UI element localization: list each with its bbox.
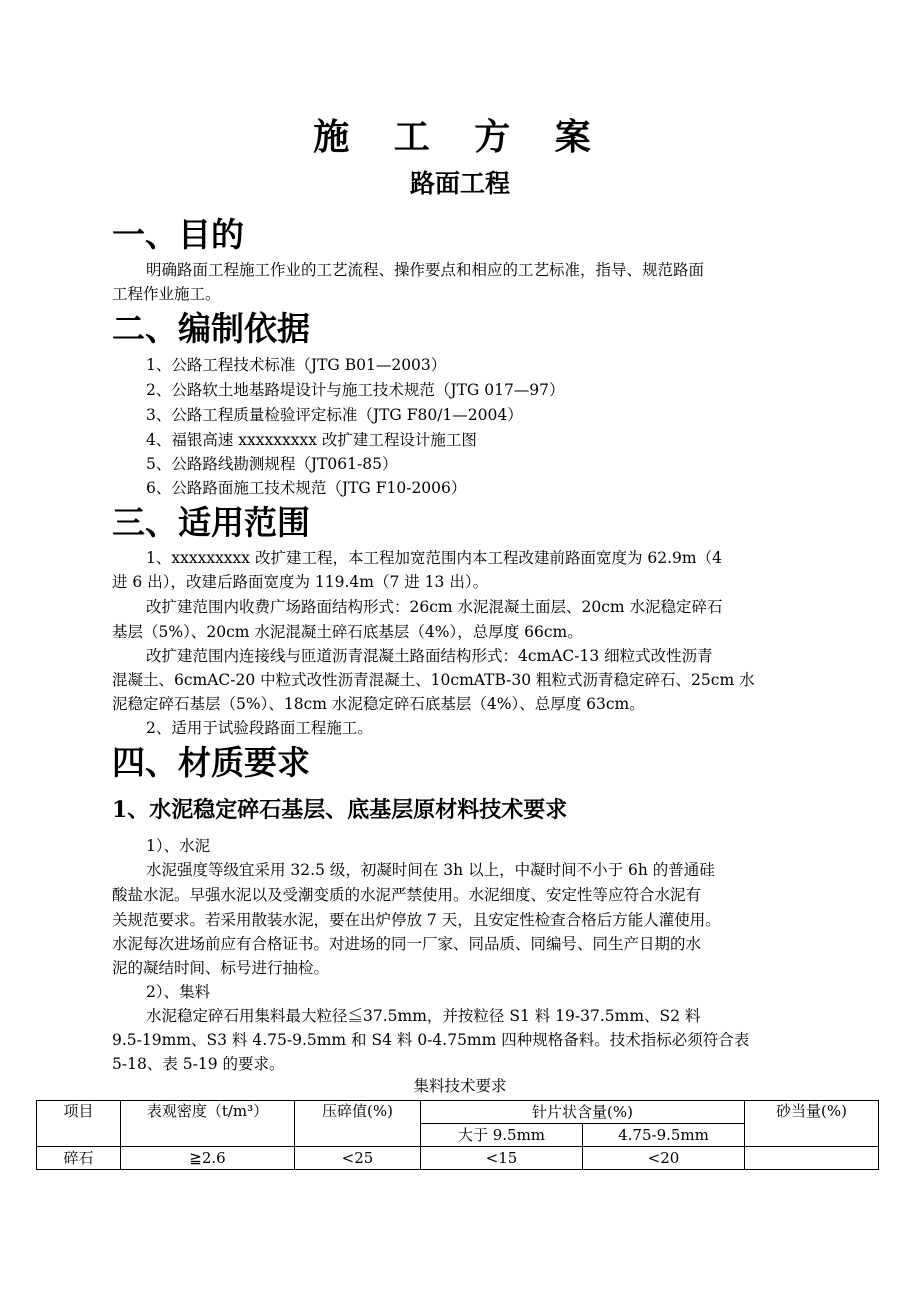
cell-crush: <25 xyxy=(295,1147,421,1170)
cell-needle-a: <15 xyxy=(421,1147,583,1170)
header-cell-needle-b: 4.75-9.5mm xyxy=(583,1124,745,1147)
paragraph-line: 酸盐水泥。早强水泥以及受潮变质的水泥严禁使用。水泥细度、安定性等应符合水泥有 xyxy=(112,886,702,904)
paragraph-line: 1）、水泥 xyxy=(146,837,211,855)
cell-needle-b: <20 xyxy=(583,1147,745,1170)
paragraph-line: 工程作业施工。 xyxy=(112,285,221,303)
cell-name: 碎石 xyxy=(37,1147,121,1170)
paragraph-line: 水泥强度等级宜采用 32.5 级，初凝时间在 3h 以上，中凝时间不小于 6h 的普通硅 xyxy=(146,861,715,879)
subsection-heading: 1、水泥稳定碎石基层、底基层原材料技术要求 xyxy=(112,797,568,823)
document-title: 施 工 方 案 xyxy=(313,116,607,158)
paragraph-line: 9.5-19mm、S3 料 4.75-9.5mm 和 S4 料 0-4.75mm 四种规格备料。技术指标必须符合表 xyxy=(112,1031,750,1049)
cell-sand xyxy=(745,1147,879,1170)
paragraph-line: 水泥稳定碎石用集料最大粒径≦37.5mm，并按粒径 S1 料 19-37.5mm、S2 料 xyxy=(146,1007,701,1025)
cell-density: ≧2.6 xyxy=(121,1147,295,1170)
list-item: 3、公路工程质量检验评定标准（JTG F80/1—2004） xyxy=(146,406,523,424)
header-cell-needle-a: 大于 9.5mm xyxy=(421,1124,583,1147)
paragraph-line: 2、适用于试验段路面工程施工。 xyxy=(146,719,373,737)
list-item: 2、公路软土地基路堤设计与施工技术规范（JTG 017—97） xyxy=(146,381,565,399)
paragraph-line: 基层（5%）、20cm 水泥混凝土碎石底基层（4%），总厚度 66cm。 xyxy=(112,623,583,641)
paragraph-line: 水泥每次进场前应有合格证书。对进场的同一厂家、同品质、同编号、同生产日期的水 xyxy=(112,935,702,953)
paragraph-line: 2）、集料 xyxy=(146,983,211,1001)
paragraph-line: 明确路面工程施工作业的工艺流程、操作要点和相应的工艺标准，指导、规范路面 xyxy=(146,261,705,279)
paragraph-line: 改扩建范围内连接线与匝道沥青混凝土路面结构形式：4cmAC-13 细粒式改性沥青 xyxy=(146,647,713,665)
table-caption: 集料技术要求 xyxy=(413,1077,507,1095)
paragraph-line: 1、xxxxxxxxx 改扩建工程，本工程加宽范围内本工程改建前路面宽度为 62.9m（4 xyxy=(146,549,722,567)
list-item: 6、公路路面施工技术规范（JTG F10-2006） xyxy=(146,479,467,497)
list-item: 5、公路路线勘测规程（JT061-85） xyxy=(146,455,398,473)
table-header-row xyxy=(37,1101,879,1124)
paragraph-line: 关规范要求。若采用散装水泥，要在出炉停放 7 天，且安定性检查合格后方能人灌使用。 xyxy=(112,911,721,929)
section-heading-purpose: 一、目的 xyxy=(112,215,244,254)
paragraph-line: 改扩建范围内收费广场路面结构形式：26cm 水泥混凝土面层、20cm 水泥稳定碎石 xyxy=(146,598,723,616)
header-cell-density: 表观密度（t/m³） xyxy=(121,1101,295,1147)
section-heading-materials: 四、材质要求 xyxy=(112,743,310,782)
aggregate-spec-table xyxy=(36,1100,879,1170)
header-cell-item: 项目 xyxy=(37,1101,121,1147)
paragraph-line: 泥稳定碎石基层（5%）、18cm 水泥稳定碎石底基层（4%）、总厚度 63cm。 xyxy=(112,695,645,713)
table-row xyxy=(37,1147,879,1170)
header-cell-crush: 压碎值(%) xyxy=(295,1101,421,1147)
paragraph-line: 进 6 出），改建后路面宽度为 119.4m（7 进 13 出）。 xyxy=(112,573,489,591)
paragraph-line: 泥的凝结时间、标号进行抽检。 xyxy=(112,959,330,977)
paragraph-line: 5-18、表 5-19 的要求。 xyxy=(112,1055,285,1073)
paragraph-line: 混凝土、6cmAC-20 中粒式改性沥青混凝土、10cmATB-30 粗粒式沥青稳定碎石、25cm 水 xyxy=(112,671,755,689)
list-item: 1、公路工程技术标准（JTG B01—2003） xyxy=(146,356,447,374)
document-subtitle: 路面工程 xyxy=(409,169,510,198)
header-cell-sand: 砂当量(%) xyxy=(745,1101,879,1147)
list-item: 4、福银高速 xxxxxxxxx 改扩建工程设计施工图 xyxy=(146,431,477,449)
section-heading-scope: 三、适用范围 xyxy=(112,503,310,542)
section-heading-basis: 二、编制依据 xyxy=(112,309,310,348)
header-cell-needle: 针片状含量(%) xyxy=(421,1101,745,1124)
